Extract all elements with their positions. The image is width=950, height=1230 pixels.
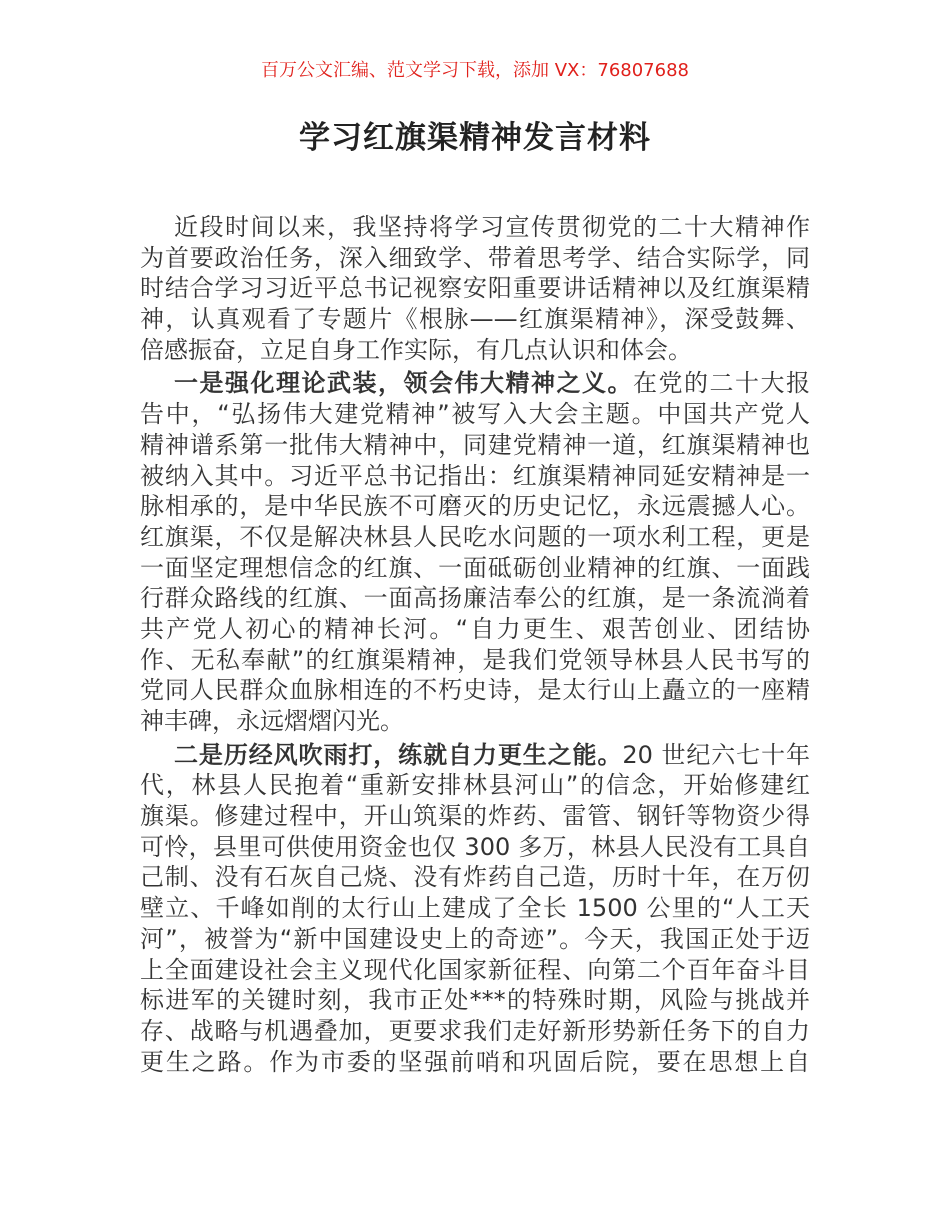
- line-text: 脉相承的，是中华民族不可磨灭的历史记忆，永远震撼人心。: [140, 492, 810, 521]
- text-line: [140, 522, 810, 553]
- text-line: [140, 461, 810, 492]
- text-line: [140, 893, 810, 924]
- line-text: 红旗渠，不仅是解决林县人民吃水问题的一项水利工程，更是: [140, 522, 810, 551]
- text-line: [140, 491, 810, 522]
- line-text: 一面坚定理想信念的红旗、一面砥砺创业精神的红旗、一面践: [140, 553, 810, 582]
- line-text: 行群众路线的红旗、一面高扬廉洁奉公的红旗，是一条流淌着: [140, 584, 810, 613]
- text-line: [140, 368, 810, 399]
- watermark-header: 百万公文汇编、范文学习下载，添加 VX：76807688: [261, 60, 689, 81]
- text-line: [140, 430, 810, 461]
- text-line: [140, 1016, 810, 1047]
- line-text: 在党的二十大报: [633, 369, 810, 398]
- text-line: [140, 553, 810, 584]
- line-text: 倍感振奋，立足自身工作实际，有几点认识和体会。: [140, 335, 692, 364]
- line-text: 20 世纪六七十年: [622, 740, 810, 769]
- text-line: [140, 645, 810, 676]
- text-line: [140, 212, 810, 243]
- line-text: 神丰碑，永远熠熠闪光。: [140, 707, 404, 735]
- line-text: 壁立、千峰如削的太行山上建成了全长 1500 公里的“人工天: [140, 894, 810, 923]
- line-text: 河”，被誉为“新中国建设史上的奇迹”。今天，我国正处于迈: [140, 924, 810, 953]
- paragraph-lead: 一是强化理论武装，领会伟大精神之义。: [174, 369, 633, 398]
- line-text: 可怜，县里可供使用资金也仅 300 多万，林县人民没有工具自: [140, 832, 810, 861]
- text-line: [140, 862, 810, 893]
- line-text: 告中，“弘扬伟大建党精神”被写入大会主题。中国共产党人: [140, 400, 810, 429]
- text-line: [140, 304, 810, 335]
- line-text: 共产党人初心的精神长河。“自力更生、艰苦创业、团结协: [140, 614, 810, 643]
- line-text: 神，认真观看了专题片《根脉——红旗渠精神》，深受鼓舞、: [140, 305, 810, 334]
- text-line: [140, 832, 810, 863]
- line-text: 党同人民群众血脉相连的不朽史诗，是太行山上矗立的一座精: [140, 676, 810, 705]
- paragraph-lead: 二是历经风吹雨打，练就自力更生之能。: [174, 740, 623, 769]
- line-text: 近段时间以来，我坚持将学习宣传贯彻党的二十大精神作: [174, 213, 810, 241]
- text-line: [140, 273, 810, 304]
- paragraph: [140, 368, 810, 736]
- line-text: 旗渠。修建过程中，开山筑渠的炸药、雷管、钢钎等物资少得: [140, 802, 810, 831]
- document-title: 学习红旗渠精神发言材料: [299, 120, 651, 156]
- text-line: [140, 1047, 810, 1078]
- line-text: 上全面建设社会主义现代化国家新征程、向第二个百年奋斗目: [140, 955, 810, 984]
- text-line: [140, 924, 810, 955]
- line-text: 被纳入其中。习近平总书记指出：红旗渠精神同延安精神是一: [140, 461, 810, 490]
- text-line: [140, 801, 810, 832]
- line-text: 代，林县人民抱着“重新安排林县河山”的信念，开始修建红: [140, 771, 810, 800]
- text-line: [140, 985, 810, 1016]
- line-text: 更生之路。作为市委的坚强前哨和巩固后院，要在思想上自: [140, 1047, 810, 1076]
- line-text: 为首要政治任务，深入细致学、带着思考学、结合实际学，同: [140, 243, 810, 272]
- text-line: [140, 770, 810, 801]
- line-text: 己制、没有石灰自己烧、没有炸药自己造，历时十年，在万仞: [140, 863, 810, 892]
- line-text: 时结合学习习近平总书记视察安阳重要讲话精神以及红旗渠精: [140, 274, 810, 303]
- text-line: [140, 614, 810, 645]
- text-line: [140, 335, 810, 366]
- text-line: [140, 740, 810, 771]
- document-body: [140, 212, 810, 1080]
- paragraph: [140, 212, 810, 365]
- line-text: 存、战略与机遇叠加，更要求我们走好新形势新任务下的自力: [140, 1016, 810, 1045]
- text-line: [140, 675, 810, 706]
- line-text: 精神谱系第一批伟大精神中，同建党精神一道，红旗渠精神也: [140, 430, 810, 459]
- text-line: [140, 399, 810, 430]
- paragraph: [140, 740, 810, 1078]
- text-line: [140, 706, 810, 737]
- text-line: [140, 583, 810, 614]
- line-text: 标进军的关键时刻，我市正处***的特殊时期，风险与挑战并: [140, 986, 810, 1015]
- line-text: 作、无私奉献”的红旗渠精神，是我们党领导林县人民书写的: [140, 645, 810, 674]
- text-line: [140, 955, 810, 986]
- text-line: [140, 243, 810, 274]
